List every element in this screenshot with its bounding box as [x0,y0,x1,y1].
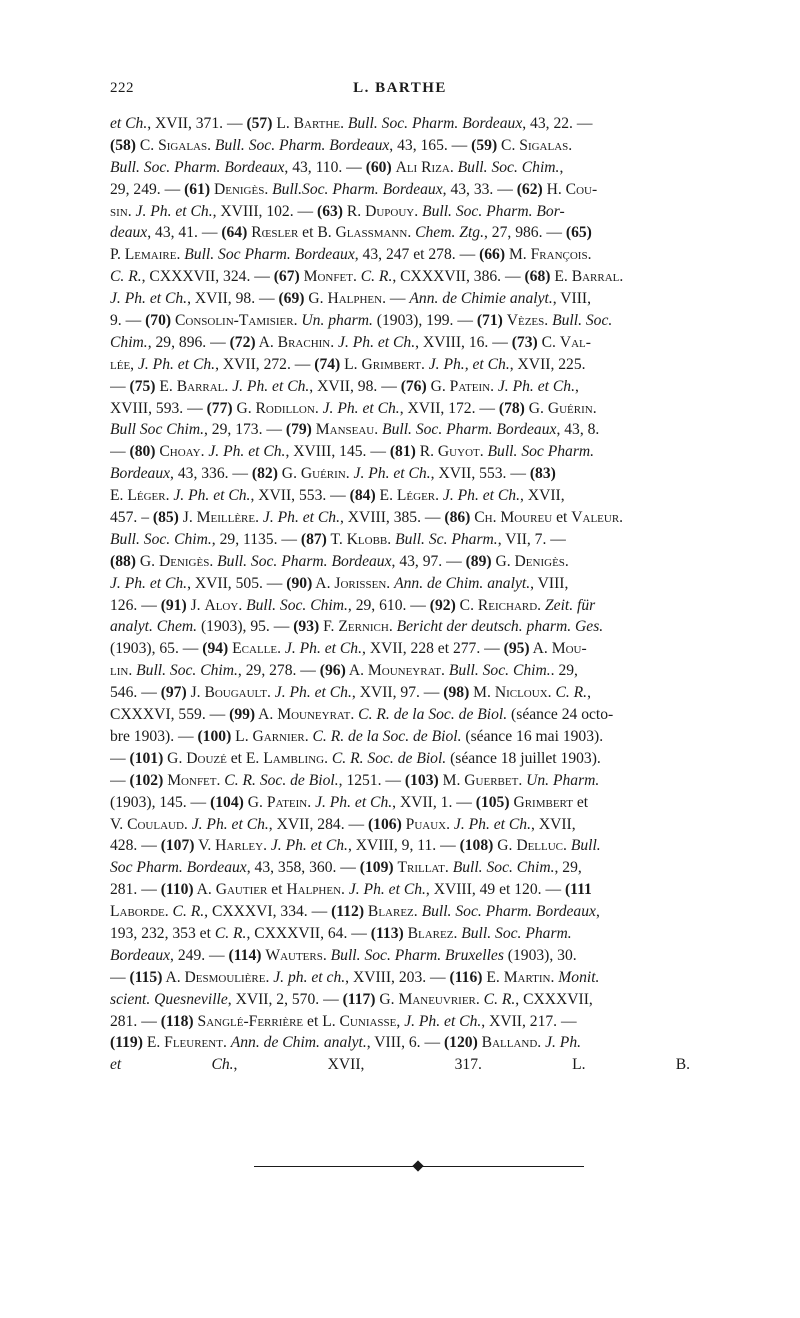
text-line: 126. — (91) J. Aloy. Bull. Soc. Chim., 29, 610. — (92) C. Reichard. Zeit. für [110,596,596,614]
page-number: 222 [110,80,134,96]
text-line: (88) G. Denigès. Bull. Soc. Pharm. Bordeaux, 43, 97. — (89) G. Denigès. [110,552,569,570]
text-line: lin. Bull. Soc. Chim., 29, 278. — (96) A. Mouneyrat. Bull. Soc. Chim.. 29, [110,662,578,680]
text-line: — (101) G. Douzé et E. Lambling. C. R. Soc. de Biol. (séance 18 juillet 1903). [110,749,601,767]
text-line: Chim., 29, 896. — (72) A. Brachin. J. Ph. et Ch., XVIII, 16. — (73) C. Val- [110,333,591,351]
text-line: J. Ph. et Ch., XVII, 505. — (90) A. Jorissen. Ann. de Chim. analyt., VIII, [110,574,569,592]
text-line: 29, 249. — (61) Denigès. Bull.Soc. Pharm. Bordeaux, 43, 33. — (62) H. Cou- [110,180,598,198]
text-line: sin. J. Ph. et Ch., XVIII, 102. — (63) R. Dupouy. Bull. Soc. Pharm. Bor- [110,202,565,220]
text-line: (58) C. Sigalas. Bull. Soc. Pharm. Bordeaux, 43, 165. — (59) C. Sigalas. [110,136,573,154]
text-line: — (102) Monfet. C. R. Soc. de Biol., 1251. — (103) M. Guerbet. Un. Pharm. [110,771,600,789]
text-line: et Ch., XVII, 317. L. B. [110,1056,690,1074]
text-line: Laborde. C. R., CXXXVI, 334. — (112) Blarez. Bull. Soc. Pharm. Bordeaux, [110,903,600,921]
text-line: 428. — (107) V. Harley. J. Ph. et Ch., XVIII, 9, 11. — (108) G. Delluc. Bull. [110,837,601,855]
text-line: deaux, 43, 41. — (64) Rœsler et B. Glassmann. Chem. Ztg., 27, 986. — (65) [110,224,592,242]
text-line: V. Coulaud. J. Ph. et Ch., XVII, 284. — (106) Puaux. J. Ph. et Ch., XVII, [110,815,576,833]
text-line: Soc Pharm. Bordeaux, 43, 358, 360. — (109) Trillat. Bull. Soc. Chim., 29, [110,859,582,877]
diamond-ornament-icon [412,1160,423,1171]
text-line: 546. — (97) J. Bougault. J. Ph. et Ch., XVII, 97. — (98) M. Nicloux. C. R., [110,684,591,702]
text-line: Bull Soc Chim., 29, 173. — (79) Manseau. Bull. Soc. Pharm. Bordeaux, 43, 8. [110,421,600,439]
text-line: 281. — (118) Sanglé-Ferrière et L. Cuniasse, J. Ph. et Ch., XVII, 217. — [110,1012,577,1030]
text-line: 9. — (70) Consolin-Tamisier. Un. pharm. (1903), 199. — (71) Vèzes. Bull. Soc. [110,312,613,330]
text-line: (119) E. Fleurent. Ann. de Chim. analyt., VIII, 6. — (120) Balland. J. Ph. [110,1034,582,1052]
text-line: scient. Quesneville, XVII, 2, 570. — (117) G. Maneuvrier. C. R., CXXXVII, [110,990,593,1008]
page-header [110,80,690,104]
text-line: bre 1903). — (100) L. Garnier. C. R. de la Soc. de Biol. (séance 16 mai 1903). [110,727,604,745]
bibliography-text [110,113,690,1076]
text-line: — (75) E. Barral. J. Ph. et Ch., XVII, 98. — (76) G. Patein. J. Ph. et Ch., [110,377,579,395]
text-line: 281. — (110) A. Gautier et Halphen. J. Ph. et Ch., XVIII, 49 et 120. — (111 [110,881,592,899]
text-line: Bordeaux, 249. — (114) Wauters. Bull. Soc. Pharm. Bruxelles (1903), 30. [110,946,577,964]
text-line: Bull. Soc. Pharm. Bordeaux, 43, 110. — (60) Ali Riza. Bull. Soc. Chim., [110,158,564,176]
text-line: XVIII, 593. — (77) G. Rodillon. J. Ph. et Ch., XVII, 172. — (78) G. Guérin. [110,399,597,417]
running-head: L. BARTHE [353,80,447,96]
text-line: lée, J. Ph. et Ch., XVII, 272. — (74) L. Grimbert. J. Ph., et Ch., XVII, 225. [110,355,586,373]
text-line: (1903), 145. — (104) G. Patein. J. Ph. et Ch., XVII, 1. — (105) Grimbert et [110,793,589,811]
text-line: 193, 232, 353 et C. R., CXXXVII, 64. — (113) Blarez. Bull. Soc. Pharm. [110,924,572,942]
end-ornament [254,1162,584,1172]
text-line: — (80) Choay. J. Ph. et Ch., XVIII, 145. — (81) R. Guyot. Bull. Soc Pharm. [110,443,595,461]
text-line: 457. – (85) J. Meillère. J. Ph. et Ch., XVIII, 385. — (86) Ch. Moureu et Valeur. [110,509,624,527]
text-line: — (115) A. Desmoulière. J. ph. et ch., XVIII, 203. — (116) E. Martin. Monit. [110,968,600,986]
text-line: et Ch., XVII, 371. — (57) L. Barthe. Bull. Soc. Pharm. Bordeaux, 43, 22. — [110,115,593,132]
text-line: (1903), 65. — (94) Ecalle. J. Ph. et Ch., XVII, 228 et 277. — (95) A. Mou- [110,640,587,658]
text-line: P. Lemaire. Bull. Soc Pharm. Bordeaux, 43, 247 et 278. — (66) M. François. [110,246,592,264]
text-line: Bull. Soc. Chim., 29, 1135. — (87) T. Klobb. Bull. Sc. Pharm., VII, 7. — [110,530,566,548]
text-line: C. R., CXXXVII, 324. — (67) Monfet. C. R., CXXXVII, 386. — (68) E. Barral. [110,268,624,286]
text-line: analyt. Chem. (1903), 95. — (93) F. Zernich. Bericht der deutsch. pharm. Ges. [110,618,604,636]
text-line: CXXXVI, 559. — (99) A. Mouneyrat. C. R. de la Soc. de Biol. (séance 24 octo- [110,706,614,724]
text-line: E. Léger. J. Ph. et Ch., XVII, 553. — (84) E. Léger. J. Ph. et Ch., XVII, [110,487,565,505]
text-line: J. Ph. et Ch., XVII, 98. — (69) G. Halphen. — Ann. de Chimie analyt., VIII, [110,290,592,308]
text-line: Bordeaux, 43, 336. — (82) G. Guérin. J. Ph. et Ch., XVII, 553. — (83) [110,465,556,483]
